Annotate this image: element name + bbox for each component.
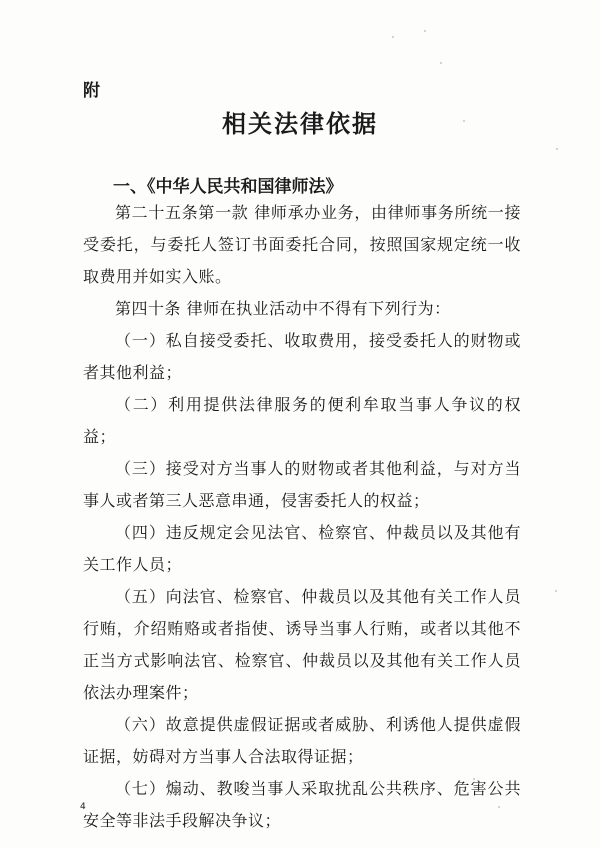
paragraph-item-1: （一）私自接受委托、收取费用，接受委托人的财物或者其他利益； [83,331,521,382]
paragraph-item-2: （二）利用提供法律服务的便利牟取当事人争议的权益； [83,395,521,446]
paragraph-item-5: （五）向法官、检察官、仲裁员以及其他有关工作人员行贿，介绍贿赂或者指使、诱导当事人行贿，或者以其他不正当方式影响法官、检察官、仲裁员以及其他有关工作人员依法办理案件； [83,587,521,702]
paragraph-item-3: （三）接受对方当事人的财物或者其他利益，与对方当事人或者第三人恶意串通，侵害委托人的权益； [83,459,521,510]
paragraph-article-25: 第二十五条第一款 律师承办业务，由律师事务所统一接受委托，与委托人签订书面委托合同，按照国家规定统一收取费用并如实入账。 [83,203,521,286]
paragraph-item-7: （七）煽动、教唆当事人采取扰乱公共秩序、危害公共安全等非法手段解决争议； [83,779,521,830]
paragraph-article-40: 第四十条 律师在执业活动中不得有下列行为： [115,299,451,318]
scan-speck [555,590,557,592]
scan-speck [392,36,394,38]
paragraph-item-6: （六）故意提供虚假证据或者威胁、利诱他人提供虚假证据，妨碍对方当事人合法取得证据； [83,715,521,766]
scan-speck [556,148,558,150]
scan-speck [440,62,442,64]
document-body [83,197,521,837]
page-number: 4 [80,802,86,812]
document-title: 相关法律依据 [222,110,378,138]
attachment-label: 附 [83,81,100,101]
scan-speck [424,30,426,32]
paragraph-item-4: （四）违反规定会见法官、检察官、仲裁员以及其他有关工作人员； [83,523,521,574]
section-heading: 一、《中华人民共和国律师法》 [113,177,343,197]
